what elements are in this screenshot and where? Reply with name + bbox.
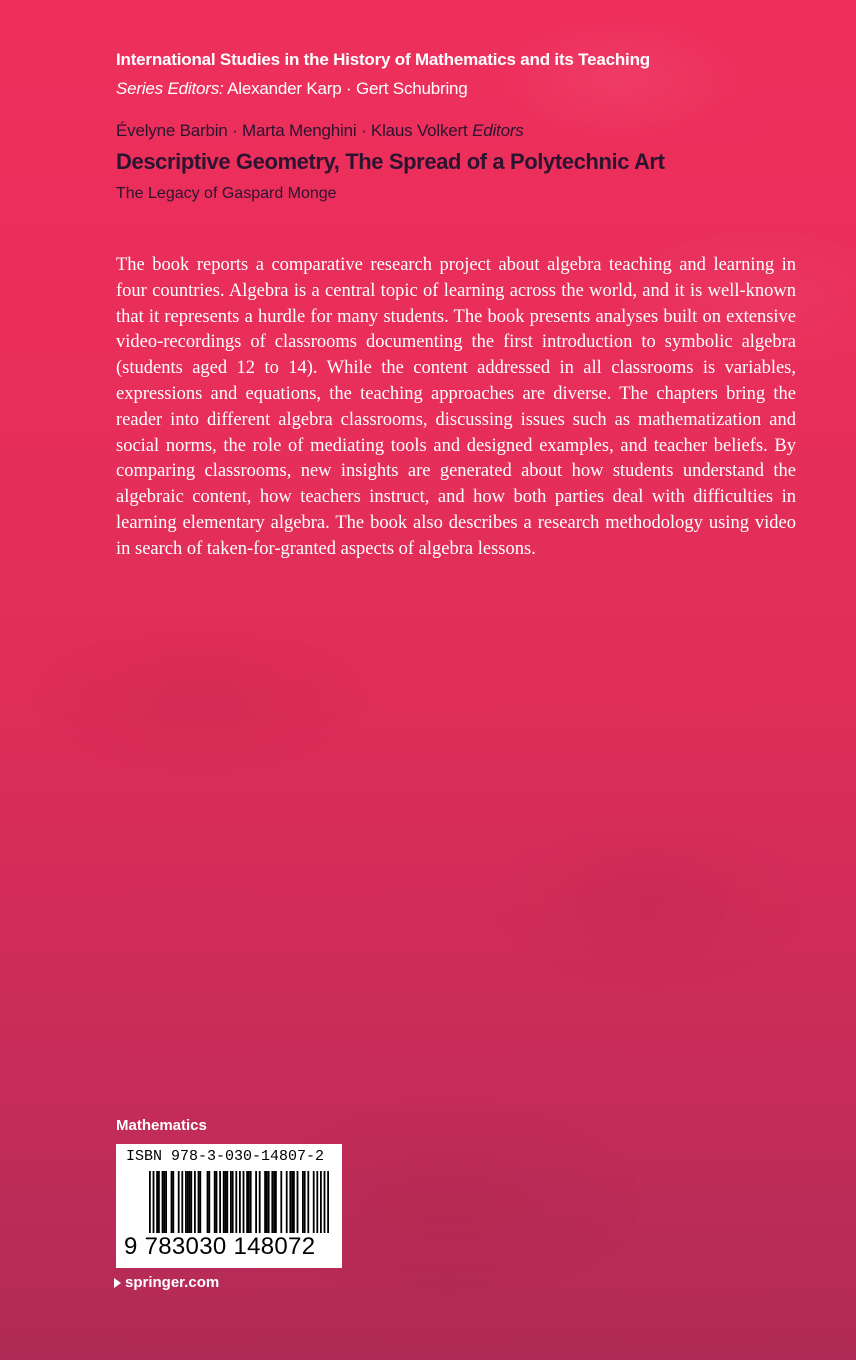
barcode-bar [248,1171,250,1233]
barcode-bar [190,1171,192,1233]
barcode-bar [289,1171,291,1233]
book-title: Descriptive Geometry, The Spread of a Polytechnic Art [116,149,665,174]
book-editors-label: Editors [472,121,524,140]
barcode-bar [316,1171,318,1233]
book-subtitle: The Legacy of Gaspard Monge [116,185,337,202]
barcode-bar [271,1171,273,1233]
barcode-bar [246,1171,248,1233]
barcode-bar [235,1171,237,1233]
website-text: springer.com [125,1274,220,1291]
isbn-number: ISBN 978-3-030-14807-2 [126,1148,325,1165]
barcode-bar [232,1171,234,1233]
barcode-bar [243,1171,245,1233]
barcode-bar [162,1171,164,1233]
barcode-bar [219,1171,221,1233]
barcode-bar [273,1171,275,1233]
barcode-bar [297,1171,299,1233]
arrow-right-icon [114,1278,121,1288]
barcode-bars [149,1171,339,1239]
barcode-bar [307,1171,309,1233]
barcode-bar [178,1171,180,1233]
barcode-bar [153,1171,155,1233]
barcode-bar [214,1171,216,1233]
barcode-bar [291,1171,293,1233]
barcode-bar [259,1171,261,1233]
barcode-bar [275,1171,277,1233]
series-editors-names: Alexander Karp · Gert Schubring [223,79,468,98]
website-link[interactable] [114,1274,219,1291]
barcode-bar [158,1171,160,1233]
book-editors-names: Évelyne Barbin · Marta Menghini · Klaus Volkert [116,121,473,140]
barcode-bar [304,1171,306,1233]
barcode-digits: 9 783030 148072 [124,1233,316,1260]
barcode-bar [199,1171,201,1233]
barcode-bar [286,1171,288,1233]
barcode-bar [194,1171,196,1233]
barcode-bar [280,1171,282,1233]
barcode-bar [171,1171,173,1233]
barcode-bar [230,1171,232,1233]
series-editors-label: Series Editors: [116,79,224,98]
barcode-bar [255,1171,257,1233]
barcode-bar [216,1171,218,1233]
barcode-bar [266,1171,268,1233]
barcode-bar [313,1171,315,1233]
barcode-bar [165,1171,167,1233]
barcode-bar [198,1171,200,1233]
barcode-bar [172,1171,174,1233]
barcode-bar [149,1171,151,1233]
barcode-bar [223,1171,225,1233]
barcode-bar [250,1171,252,1233]
book-blurb: The book reports a comparative research project about algebra teaching and learning in four countries. Algebra is a central topic of learning across the world, and it is well-known that it represents a hurdle for many students. The book presents analyses built on extensive video-recordings of classrooms documenting the first introduction to symbolic algebra (students aged 12 to 14). While the content addressed in all classrooms is variables, expressions and equations, the teaching approaches are diverse. The chapters bring the reader into different algebra classrooms, discussing issues such as mathematization and social norms, the role of mediating tools and designed examples, and teacher beliefs. By comparing classrooms, new insights are generated about how students understand the algebraic content, how teachers instruct, and how both parties deal with difficulties in learning elementary algebra. The book also describes a research methodology using video in search of taken-for-granted aspects of algebra lessons. [116,255,796,559]
barcode-bar [239,1171,241,1233]
barcode-bar [163,1171,165,1233]
barcode-bar [268,1171,270,1233]
barcode-bar [264,1171,266,1233]
barcode-bar [181,1171,183,1233]
barcode-bar [207,1171,209,1233]
barcode-bar [208,1171,210,1233]
barcode-bar [327,1171,329,1233]
series-editors [116,79,468,99]
series-title: International Studies in the History of Mathematics and its Teaching [116,50,650,69]
isbn-barcode [116,1144,342,1268]
barcode-bar [320,1171,322,1233]
category-label: Mathematics [116,1117,207,1134]
barcode-bar [302,1171,304,1233]
barcode-bar [189,1171,191,1233]
barcode-bar [226,1171,228,1233]
book-editors [116,121,524,141]
barcode-bar [225,1171,227,1233]
barcode-bar [293,1171,295,1233]
barcode-bar [324,1171,326,1233]
barcode-bar [187,1171,189,1233]
barcode-bar [185,1171,187,1233]
barcode-bar [156,1171,158,1233]
